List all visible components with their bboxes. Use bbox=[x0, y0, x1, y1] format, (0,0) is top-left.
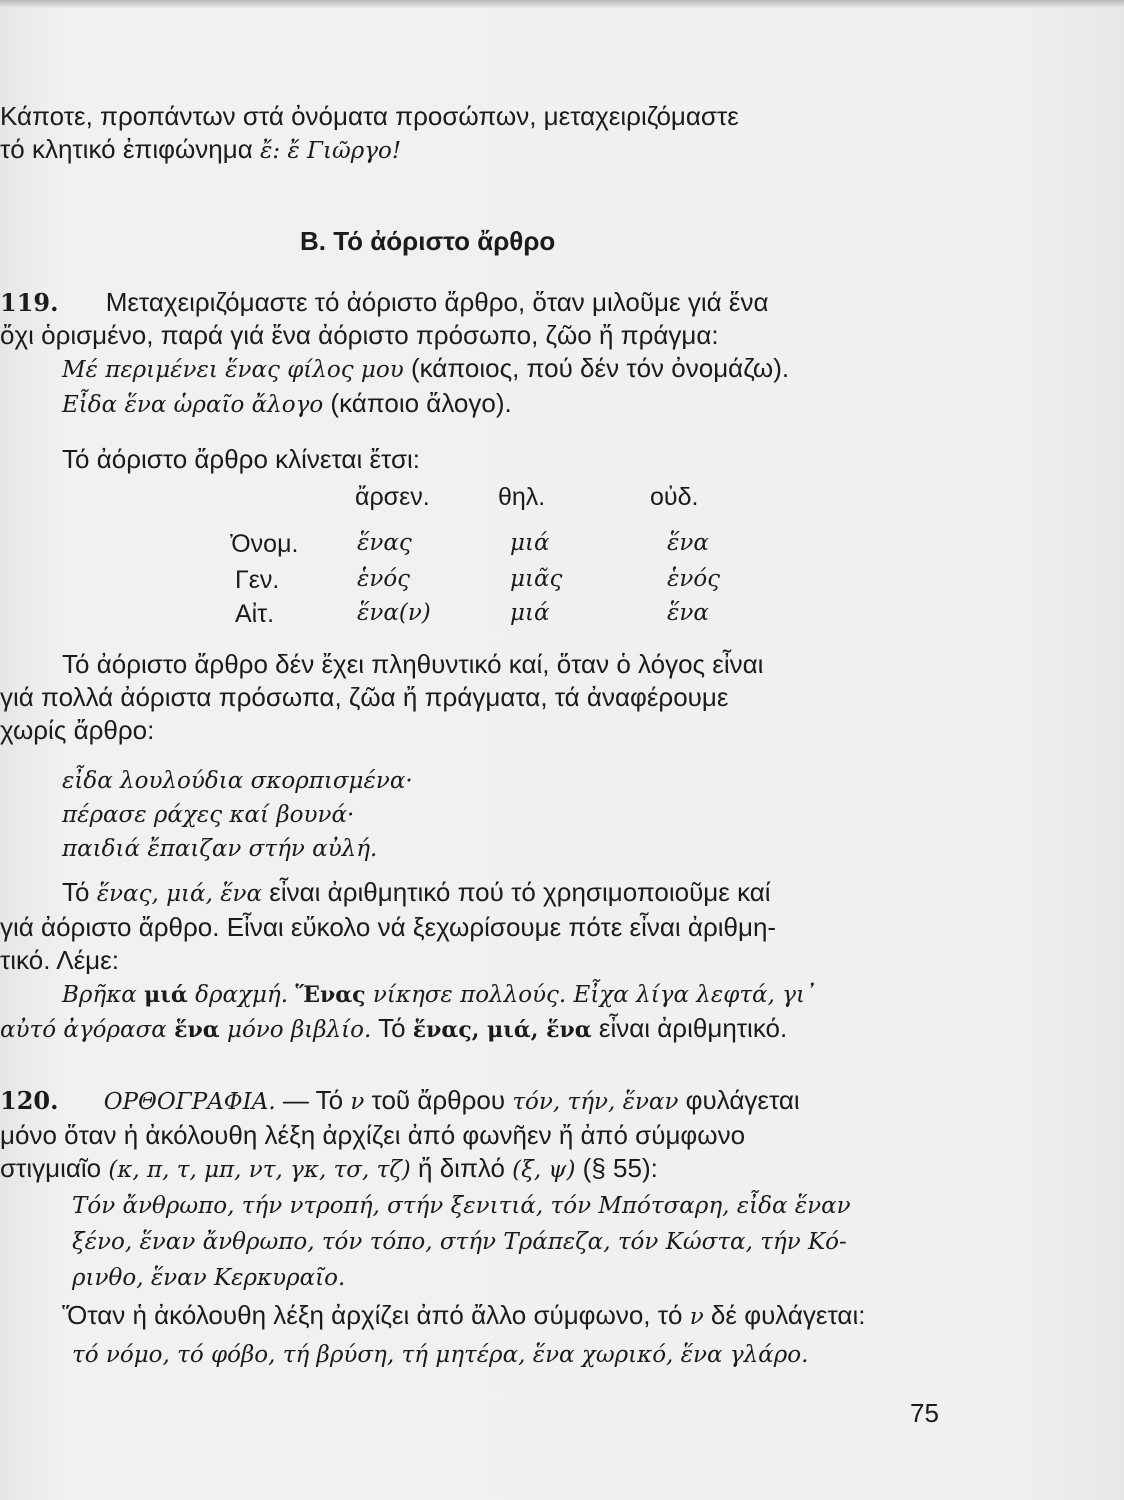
para-119-number: 119. bbox=[0, 288, 59, 317]
para-119-example-1: Μέ περιμένει ἕνας φίλος μου (κάποιος, πού δέν τόν ὀνομάζω). bbox=[62, 353, 790, 383]
para-120-number: 120. bbox=[0, 1086, 59, 1115]
row-acc-fem: μιά bbox=[510, 600, 550, 626]
row-case-nominative: Ὀνομ. bbox=[230, 530, 299, 558]
poem-example bbox=[62, 764, 413, 866]
section-heading: Β. Τό ἀόριστο ἄρθρο bbox=[300, 226, 556, 256]
row-gen-masc: ἑνός bbox=[357, 566, 411, 592]
plural-note-line-3: χωρίς ἄρθρο: bbox=[0, 715, 155, 745]
poem-line-2: πέρασε ράχες καί βουνά· bbox=[62, 802, 355, 828]
paragraph-119 bbox=[0, 286, 789, 422]
plural-note-line-1: Τό ἀόριστο ἄρθρο δέν ἔχει πληθυντικό καί, ὅταν ὁ λόγος εἶναι bbox=[62, 649, 764, 679]
para-120-example-line-2: ξένο, ἕναν ἄνθρωπο, τόν τόπο, στήν Τράπεζα, τόν Κώστα, τήν Κό- bbox=[72, 1229, 847, 1255]
row-acc-neut: ἕνα bbox=[667, 600, 709, 626]
intro-line-2: τό κλητικό ἐπιφώνημα ἔ: ἔ Γιῶργο! bbox=[0, 134, 402, 164]
declension-intro: Τό ἀόριστο ἄρθρο κλίνεται ἔτσι: bbox=[62, 444, 420, 474]
row-case-genitive: Γεν. bbox=[235, 566, 280, 594]
row-gen-neut: ἑνός bbox=[667, 566, 721, 592]
para-120-title: ΟΡΘΟΓΡΑΦΙΑ. bbox=[103, 1089, 276, 1115]
para-119-line-2: ὄχι ὁρισμένο, παρά γιά ἕνα ἀόριστο πρόσωπο, ζῶο ἤ πράγμα: bbox=[0, 320, 719, 350]
row-nom-fem: μιά bbox=[510, 530, 550, 556]
numeral-note-line-2: γιά ἀόριστο ἄρθρο. Εἶναι εὔκολο νά ξεχωρίσουμε πότε εἶναι ἀριθμη- bbox=[0, 912, 777, 942]
row-nom-neut: ἕνα bbox=[667, 530, 709, 556]
para-120-rule-line: Ὅταν ἡ ἀκόλουθη λέξη ἀρχίζει ἀπό ἄλλο σύμφωνο, τό ν δέ φυλάγεται: bbox=[62, 1300, 866, 1330]
numeral-example-line-2: αὐτό ἀγόρασα ἕνα μόνο βιβλίο. Τό ἕνας, μιά, ἕνα εἶναι ἀριθμητικό. bbox=[0, 1013, 788, 1043]
header-feminine: θηλ. bbox=[498, 483, 546, 511]
intro-paragraph bbox=[0, 100, 739, 168]
paragraph-120 bbox=[0, 1084, 800, 1187]
numeral-note bbox=[0, 876, 816, 1047]
para-120-example-line-1: Τόν ἄνθρωπο, τήν ντροπή, στήν ξενιτιά, τόν Μπότσαρη, εἶδα ἕναν bbox=[72, 1193, 851, 1219]
intro-line-1: Κάποτε, προπάντων στά ὀνόματα προσώπων, μεταχειριζόμαστε bbox=[0, 101, 739, 131]
numeral-note-line-1: Τό ἕνας, μιά, ἕνα εἶναι ἀριθμητικό πού τό χρησιμοποιοῦμε καί bbox=[62, 877, 771, 907]
numeral-note-line-3: τικό. Λέμε: bbox=[0, 945, 119, 975]
page-top-edge bbox=[0, 0, 1124, 8]
para-120-line-2: μόνο ὅταν ἡ ἀκόλουθη λέξη ἀρχίζει ἀπό φωνῆεν ἤ ἀπό σύμφωνο bbox=[0, 1120, 746, 1150]
row-nom-masc: ἕνας bbox=[357, 530, 412, 556]
para-120-rule bbox=[62, 1296, 865, 1374]
para-119-line-1: 119. Μεταχειριζόμαστε τό ἀόριστο ἄρθρο, ὅταν μιλοῦμε γιά ἕνα bbox=[0, 287, 769, 317]
para-119-example-2: Εἶδα ἕνα ὡραῖο ἄλογο (κάποιο ἄλογο). bbox=[62, 388, 512, 418]
para-120-rule-example: τό νόμο, τό φόβο, τή βρύση, τή μητέρα, ἕνα χωρικό, ἕνα γλάρο. bbox=[72, 1342, 809, 1368]
plural-note-line-2: γιά πολλά ἀόριστα πρόσωπα, ζῶα ἤ πράγματα, τά ἀναφέρουμε bbox=[0, 682, 729, 712]
para-120-line-1: 120. ΟΡΘΟΓΡΑΦΙΑ. — Τό ν τοῦ ἄρθρου τόν, τήν, ἕναν φυλάγεται bbox=[0, 1085, 800, 1115]
page-number: 75 bbox=[910, 1398, 939, 1428]
header-neuter: οὐδ. bbox=[650, 483, 699, 511]
row-acc-masc: ἕνα(ν) bbox=[357, 600, 431, 626]
para-120-line-3: στιγμιαῖο (κ, π, τ, μπ, ντ, γκ, τσ, τζ) ἤ διπλό (ξ, ψ) (§ 55): bbox=[0, 1153, 658, 1183]
poem-line-3: παιδιά ἔπαιζαν στήν αὐλή. bbox=[62, 836, 378, 862]
poem-line-1: εἶδα λουλούδια σκορπισμένα· bbox=[62, 768, 413, 794]
para-120-example-line-3: ρινθο, ἕναν Κερκυραῖο. bbox=[72, 1265, 346, 1291]
numeral-example-line-1: Βρῆκα μιά δραχμή. Ἕνας νίκησε πολλούς. Εἶχα λίγα λεφτά, γι᾿ bbox=[62, 982, 817, 1008]
para-120-examples bbox=[72, 1188, 851, 1296]
row-gen-fem: μιᾶς bbox=[510, 566, 563, 592]
row-case-accusative: Αἰτ. bbox=[235, 600, 275, 628]
plural-note bbox=[0, 648, 763, 747]
header-masculine: ἄρσεν. bbox=[355, 483, 430, 511]
